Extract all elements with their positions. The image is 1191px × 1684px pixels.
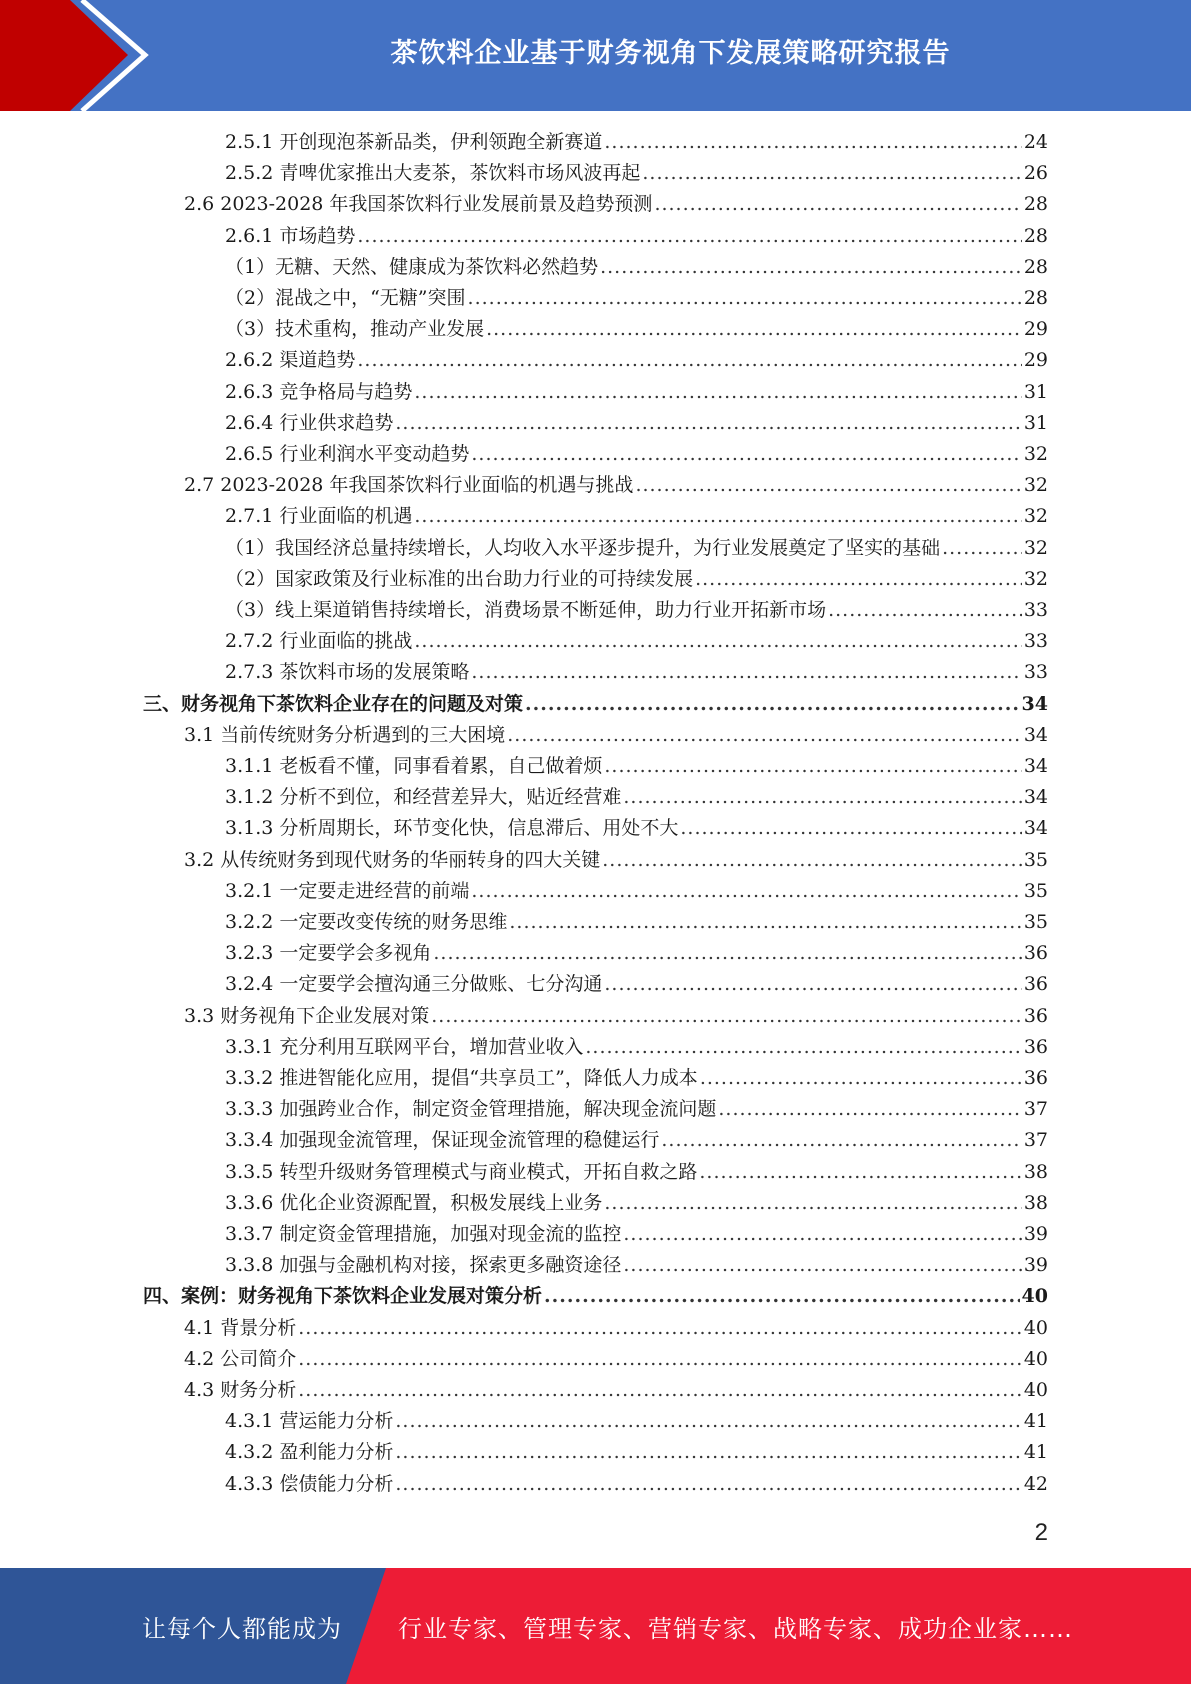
toc-entry-title: 3.2.3 一定要学会多视角 <box>225 942 432 965</box>
toc-dot-leader <box>509 907 1021 938</box>
toc-entry-page: 28 <box>1023 224 1048 247</box>
toc-entry-page: 34 <box>1023 723 1048 746</box>
toc-entry[interactable] <box>184 845 1048 876</box>
toc-entry-page: 34 <box>1021 692 1048 715</box>
toc-entry-title: （2）国家政策及行业标准的出台助力行业的可持续发展 <box>225 567 694 590</box>
toc-entry-page: 34 <box>1023 817 1048 840</box>
toc-entry-page: 35 <box>1023 911 1048 933</box>
toc-dot-leader <box>623 782 1021 813</box>
toc-entry[interactable] <box>225 314 1048 345</box>
toc-entry[interactable] <box>225 1032 1048 1063</box>
toc-entry[interactable] <box>225 1219 1048 1250</box>
toc-entry-page: 42 <box>1023 1472 1048 1495</box>
toc-dot-leader <box>718 1094 1021 1125</box>
toc-dot-leader <box>414 626 1021 657</box>
toc-entry[interactable] <box>225 564 1048 595</box>
toc-entry[interactable] <box>225 158 1048 189</box>
toc-dot-leader <box>828 595 1022 626</box>
toc-entry[interactable] <box>225 938 1048 969</box>
toc-entry[interactable] <box>225 252 1048 283</box>
toc-entry-title: 3.3.1 充分利用互联网平台，增加营业收入 <box>225 1035 584 1058</box>
toc-entry-title: 三、财务视角下茶饮料企业存在的问题及对策 <box>143 692 524 715</box>
toc-entry[interactable] <box>225 221 1048 252</box>
toc-entry-page: 36 <box>1023 1035 1048 1058</box>
toc-entry-page: 33 <box>1023 599 1048 621</box>
toc-entry[interactable] <box>143 689 1048 720</box>
toc-entry-page: 40 <box>1023 1316 1048 1339</box>
toc-entry[interactable] <box>225 1250 1048 1281</box>
toc-dot-leader <box>414 501 1021 532</box>
toc-entry-title: 4.3.3 偿债能力分析 <box>225 1472 394 1495</box>
toc-entry-title: （2）混战之中，“无糖”突围 <box>225 287 466 309</box>
toc-entry-title: （1）我国经济总量持续增长，人均收入水平逐步提升，为行业发展奠定了坚实的基础 <box>225 536 941 559</box>
page-number: 2 <box>1034 1519 1048 1546</box>
toc-entry-page: 36 <box>1023 1004 1048 1027</box>
toc-entry-title: 2.5.1 开创现泡茶新品类，伊利领跑全新赛道 <box>225 131 603 153</box>
toc-entry-page: 29 <box>1023 349 1048 372</box>
toc-entry-page: 33 <box>1023 661 1048 684</box>
toc-dot-leader <box>635 470 1021 501</box>
toc-entry-title: 2.5.2 青啤优家推出大麦茶，茶饮料市场风波再起 <box>225 162 641 185</box>
toc-entry-title: 3.3.5 转型升级财务管理模式与商业模式，开拓自救之路 <box>225 1160 698 1183</box>
toc-entry-title: 2.6 2023-2028 年我国茶饮料行业发展前景及趋势预测 <box>184 193 653 216</box>
toc-entry[interactable] <box>225 1469 1048 1500</box>
toc-entry-page: 32 <box>1023 536 1048 559</box>
toc-entry-title: （1）无糖、天然、健康成为茶饮料必然趋势 <box>225 255 599 278</box>
toc-entry-page: 29 <box>1023 318 1048 341</box>
toc-entry[interactable] <box>225 533 1048 564</box>
toc-dot-leader <box>544 1281 1020 1312</box>
toc-entry-title: 2.7.3 茶饮料市场的发展策略 <box>225 661 470 684</box>
toc-dot-leader <box>433 938 1021 969</box>
toc-entry-title: 3.1.1 老板看不懂，同事看着累，自己做着烦 <box>225 755 603 777</box>
toc-entry[interactable] <box>225 1094 1048 1125</box>
toc-entry-page: 34 <box>1023 786 1048 809</box>
toc-entry-title: 3.3 财务视角下企业发展对策 <box>184 1004 430 1027</box>
toc-dot-leader <box>699 1157 1021 1188</box>
toc-entry[interactable] <box>225 501 1048 532</box>
toc-entry[interactable] <box>225 127 1048 158</box>
toc-entry-title: （3）线上渠道销售持续增长，消费场景不断延伸，助力行业开拓新市场 <box>225 599 827 621</box>
toc-entry[interactable] <box>225 907 1048 938</box>
toc-entry-title: 2.6.5 行业利润水平变动趋势 <box>225 443 470 465</box>
toc-entry-title: 3.1.2 分析不到位，和经营差异大，贴近经营难 <box>225 786 622 809</box>
toc-entry-title: 3.2.2 一定要改变传统的财务思维 <box>225 911 508 933</box>
toc-entry[interactable] <box>225 283 1048 314</box>
toc-entry-title: 3.1.3 分析周期长，环节变化快，信息滞后、用处不大 <box>225 817 679 840</box>
toc-dot-leader <box>471 439 1021 470</box>
toc-entry[interactable] <box>184 470 1048 501</box>
toc-dot-leader <box>298 1313 1022 1344</box>
toc-entry-page: 40 <box>1021 1285 1048 1308</box>
footer-slogan-left: 让每个人都能成为 <box>142 1614 342 1643</box>
toc-entry[interactable] <box>225 876 1048 907</box>
toc-entry-page: 31 <box>1023 411 1048 434</box>
toc-entry-page: 35 <box>1023 879 1048 902</box>
toc-entry-title: 3.2.4 一定要学会擅沟通三分做账、七分沟通 <box>225 973 603 996</box>
toc-dot-leader <box>602 845 1022 876</box>
toc-entry-title: 3.3.3 加强跨业合作，制定资金管理措施，解决现金流问题 <box>225 1098 717 1121</box>
toc-entry-title: 4.3.2 盈利能力分析 <box>225 1441 394 1464</box>
toc-dot-leader <box>654 189 1021 220</box>
page-header <box>0 0 1191 111</box>
toc-dot-leader <box>486 314 1022 345</box>
toc-entry[interactable] <box>143 1281 1048 1312</box>
toc-entry[interactable] <box>225 1406 1048 1437</box>
toc-dot-leader <box>414 377 1021 408</box>
toc-dot-leader <box>604 127 1021 158</box>
toc-entry-title: 3.2.1 一定要走进经营的前端 <box>225 879 470 902</box>
toc-entry-page: 40 <box>1023 1379 1048 1401</box>
toc-entry[interactable] <box>225 657 1048 688</box>
toc-dot-leader <box>507 720 1022 751</box>
toc-entry-title: 3.3.4 加强现金流管理，保证现金流管理的稳健运行 <box>225 1129 660 1152</box>
footer-slogan-right: 行业专家、管理专家、营销专家、战略专家、成功企业家…… <box>398 1614 1073 1643</box>
toc-entry[interactable] <box>225 969 1048 1000</box>
toc-entry-title: 3.3.6 优化企业资源配置，积极发展线上业务 <box>225 1191 603 1214</box>
toc-entry[interactable] <box>225 751 1048 782</box>
toc-dot-leader <box>471 657 1021 688</box>
toc-dot-leader <box>357 345 1021 376</box>
toc-entry-title: 2.6.4 行业供求趋势 <box>225 411 394 434</box>
toc-entry[interactable] <box>184 1375 1048 1406</box>
toc-entry-page: 31 <box>1023 380 1048 403</box>
toc-entry-title: 3.3.8 加强与金融机构对接，探索更多融资途径 <box>225 1254 622 1277</box>
toc-entry-page: 38 <box>1023 1191 1048 1214</box>
toc-dot-leader <box>471 876 1021 907</box>
toc-entry-title: 四、案例：财务视角下茶饮料企业发展对策分析 <box>143 1285 543 1308</box>
toc-dot-leader <box>600 252 1022 283</box>
toc-entry-page: 32 <box>1023 474 1048 497</box>
toc-dot-leader <box>431 1001 1022 1032</box>
toc-entry-page: 28 <box>1023 193 1048 216</box>
toc-entry[interactable] <box>225 813 1048 844</box>
toc-dot-leader <box>604 969 1021 1000</box>
toc-entry[interactable] <box>184 1001 1048 1032</box>
toc-entry-page: 36 <box>1023 973 1048 996</box>
toc-entry-title: 3.3.2 推进智能化应用，提倡“共享员工”，降低人力成本 <box>225 1067 698 1089</box>
document-title: 茶饮料企业基于财务视角下发展策略研究报告 <box>390 37 951 69</box>
toc-entry-page: 39 <box>1023 1254 1048 1277</box>
toc-entry[interactable] <box>225 1157 1048 1188</box>
toc-entry-page: 34 <box>1023 755 1048 777</box>
toc-entry-title: （3）技术重构，推动产业发展 <box>225 318 485 341</box>
toc-dot-leader <box>525 689 1020 720</box>
toc-dot-leader <box>357 221 1021 252</box>
toc-entry[interactable] <box>184 720 1048 751</box>
toc-dot-leader <box>395 1437 1021 1468</box>
toc-entry[interactable] <box>225 626 1048 657</box>
toc-dot-leader <box>700 1063 1022 1094</box>
toc-entry-page: 36 <box>1023 1067 1048 1089</box>
toc-dot-leader <box>395 1469 1021 1500</box>
toc-entry-title: 3.3.7 制定资金管理措施，加强对现金流的监控 <box>225 1223 622 1245</box>
toc-entry-page: 32 <box>1023 505 1048 528</box>
toc-entry[interactable] <box>225 1188 1048 1219</box>
toc-dot-leader <box>395 408 1021 439</box>
toc-dot-leader <box>695 564 1022 595</box>
toc-entry[interactable] <box>225 439 1048 470</box>
toc-dot-leader <box>298 1344 1022 1375</box>
toc-entry-title: 4.2 公司简介 <box>184 1347 297 1370</box>
toc-entry[interactable] <box>184 1344 1048 1375</box>
toc-entry[interactable] <box>225 1063 1048 1094</box>
toc-dot-leader <box>942 533 1022 564</box>
toc-dot-leader <box>395 1406 1021 1437</box>
page-footer <box>0 1568 1191 1684</box>
toc-entry-page: 33 <box>1023 630 1048 653</box>
toc-entry[interactable] <box>225 1125 1048 1156</box>
toc-dot-leader <box>298 1375 1022 1406</box>
toc-entry[interactable] <box>184 1313 1048 1344</box>
toc-entry-page: 28 <box>1023 287 1048 309</box>
toc-entry[interactable] <box>225 782 1048 813</box>
toc-entry[interactable] <box>184 189 1048 220</box>
toc-entry[interactable] <box>225 1437 1048 1468</box>
toc-dot-leader <box>661 1125 1021 1156</box>
toc-dot-leader <box>585 1032 1021 1063</box>
toc-entry-title: 2.6.1 市场趋势 <box>225 224 356 247</box>
toc-entry-page: 32 <box>1023 443 1048 465</box>
toc-entry-title: 4.3 财务分析 <box>184 1379 297 1401</box>
toc-entry-page: 40 <box>1023 1347 1048 1370</box>
toc-entry-title: 4.3.1 营运能力分析 <box>225 1410 394 1433</box>
toc-entry-page: 35 <box>1023 848 1048 871</box>
toc-entry-page: 28 <box>1023 255 1048 278</box>
toc-dot-leader <box>623 1250 1021 1281</box>
toc-entry-page: 39 <box>1023 1223 1048 1245</box>
toc-entry-title: 2.6.3 竞争格局与趋势 <box>225 380 413 403</box>
toc-entry-page: 36 <box>1023 942 1048 965</box>
toc-entry-page: 32 <box>1023 567 1048 590</box>
toc-entry[interactable] <box>225 345 1048 376</box>
toc-dot-leader <box>623 1219 1021 1250</box>
toc-entry-title: 4.1 背景分析 <box>184 1316 297 1339</box>
toc-entry-page: 37 <box>1023 1129 1048 1152</box>
toc-entry[interactable] <box>225 408 1048 439</box>
toc-entry-title: 2.7.2 行业面临的挑战 <box>225 630 413 653</box>
toc-entry-page: 26 <box>1023 162 1048 185</box>
toc-dot-leader <box>680 813 1021 844</box>
toc-entry-title: 2.6.2 渠道趋势 <box>225 349 356 372</box>
toc-dot-leader <box>642 158 1021 189</box>
toc-entry-page: 41 <box>1023 1410 1048 1433</box>
toc-entry-page: 38 <box>1023 1160 1048 1183</box>
toc-entry[interactable] <box>225 377 1048 408</box>
toc-entry-title: 3.1 当前传统财务分析遇到的三大困境 <box>184 723 506 746</box>
toc-entry-title: 2.7 2023-2028 年我国茶饮料行业面临的机遇与挑战 <box>184 474 634 497</box>
toc-entry[interactable] <box>225 595 1048 626</box>
toc-dot-leader <box>604 1188 1021 1219</box>
toc-entry-page: 37 <box>1023 1098 1048 1121</box>
header-arrow-graphic <box>0 0 150 111</box>
toc-dot-leader <box>604 751 1021 782</box>
toc-dot-leader <box>468 283 1022 314</box>
toc-entry-title: 2.7.1 行业面临的机遇 <box>225 505 413 528</box>
toc-entry-page: 24 <box>1023 131 1048 153</box>
toc-entry-title: 3.2 从传统财务到现代财务的华丽转身的四大关键 <box>184 848 601 871</box>
toc-entry-page: 41 <box>1023 1441 1048 1464</box>
